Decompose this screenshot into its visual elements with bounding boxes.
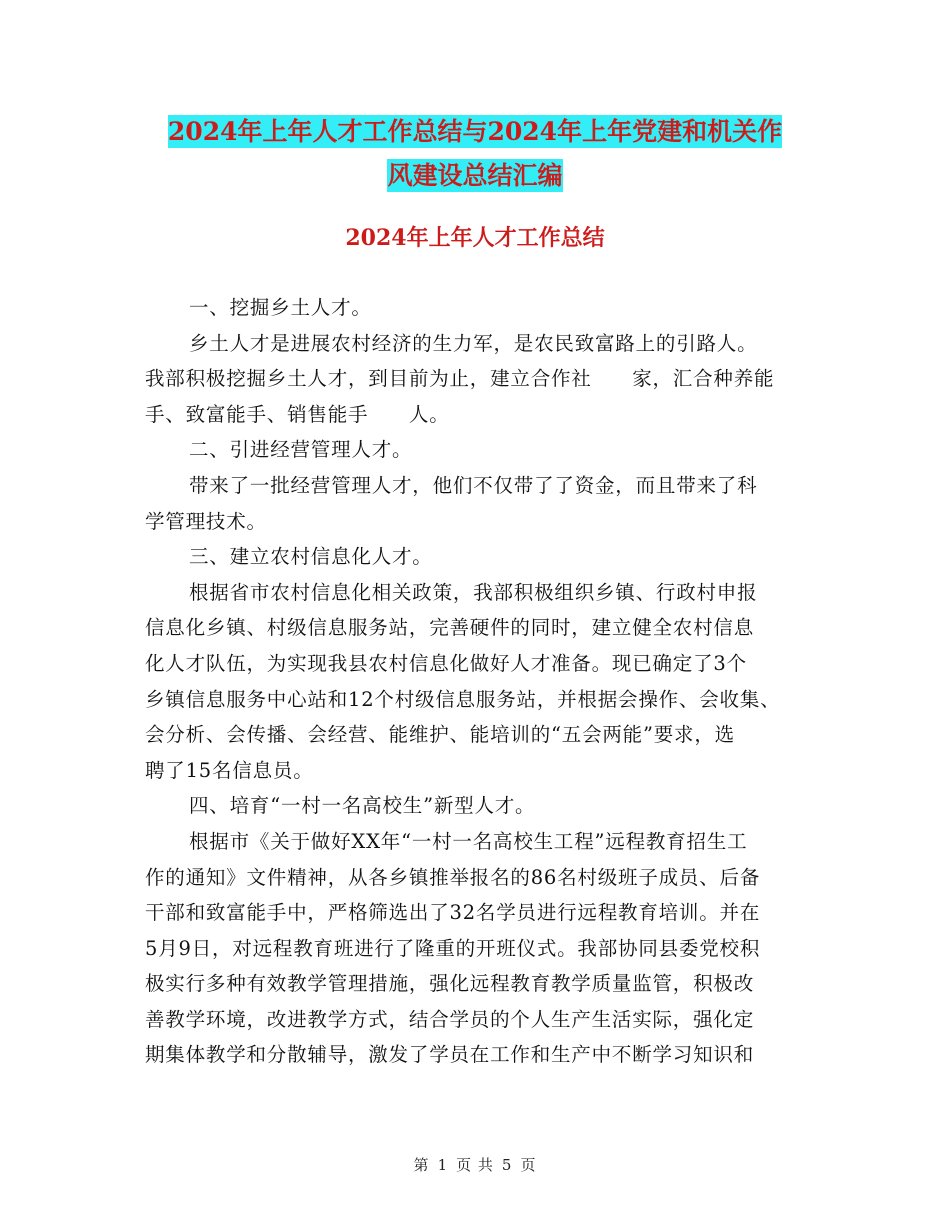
body-line: 学管理技术。 — [145, 509, 267, 533]
body-line: 乡土人才是进展农村经济的生力军，是农民致富路上的引路人。 — [189, 331, 758, 355]
footer-page-total: 5 — [501, 1156, 513, 1174]
body-line: 化人才队伍，为实现我县农村信息化做好人才准备。现已确定了3个 — [145, 651, 747, 675]
body-line: 善教学环境，改进教学方式，结合学员的个人生产生活实际，强化定 — [145, 1007, 755, 1031]
body-text — [145, 290, 835, 1073]
document-title-line-1 — [0, 110, 950, 154]
footer-page-number: 1 — [437, 1156, 449, 1174]
footer-mid: 页 共 — [456, 1156, 494, 1174]
body-line: 聘了15名信息员。 — [145, 758, 314, 782]
body-line: 四、培育“一村一名高校生”新型人才。 — [189, 794, 536, 818]
section-title: 2024年上年人才工作总结 — [345, 225, 605, 251]
body-line: 作的通知》文件精神，从各乡镇推举报名的86名村级班子成员、后备 — [145, 865, 761, 889]
title-highlight-2: 风建设总结汇编 — [387, 161, 563, 190]
body-line: 我部积极挖掘乡土人才，到目前为止，建立合作社 家，汇合种养能 — [145, 367, 775, 391]
body-line: 手、致富能手、销售能手 人。 — [145, 402, 450, 426]
body-line: 干部和致富能手中，严格筛选出了32名学员进行远程教育培训。并在 — [145, 901, 761, 925]
document-title-line-2 — [0, 154, 950, 198]
page-footer — [0, 1154, 950, 1175]
body-line: 根据市《关于做好XX年“一村一名高校生工程”远程教育招生工 — [189, 829, 748, 853]
body-line: 信息化乡镇、村级信息服务站，完善硬件的同时，建立健全农村信息 — [145, 616, 755, 640]
title-highlight-1: 2024年上年人才工作总结与2024年上年党建和机关作 — [167, 117, 783, 146]
body-line: 带来了一批经营管理人才，他们不仅带了了资金，而且带来了科 — [189, 473, 758, 497]
body-line: 期集体教学和分散辅导，激发了学员在工作和生产中不断学习知识和 — [145, 1043, 755, 1067]
body-line: 三、建立农村信息化人才。 — [189, 545, 433, 569]
body-line: 5月9日，对远程教育班进行了隆重的开班仪式。我部协同县委党校积 — [145, 936, 761, 960]
footer-prefix: 第 — [413, 1156, 430, 1174]
body-line: 乡镇信息服务中心站和12个村级信息服务站，并根据会操作、会收集、 — [145, 687, 781, 711]
body-line: 二、引进经营管理人才。 — [189, 438, 413, 462]
footer-suffix: 页 — [520, 1156, 537, 1174]
body-line: 根据省市农村信息化相关政策，我部积极组织乡镇、行政村申报 — [189, 580, 758, 604]
body-line: 会分析、会传播、会经营、能维护、能培训的“五会两能”要求，选 — [145, 723, 735, 747]
body-line: 一、挖掘乡土人才。 — [189, 296, 372, 319]
body-line: 极实行多种有效教学管理措施，强化远程教育教学质量监管，积极改 — [145, 972, 755, 996]
